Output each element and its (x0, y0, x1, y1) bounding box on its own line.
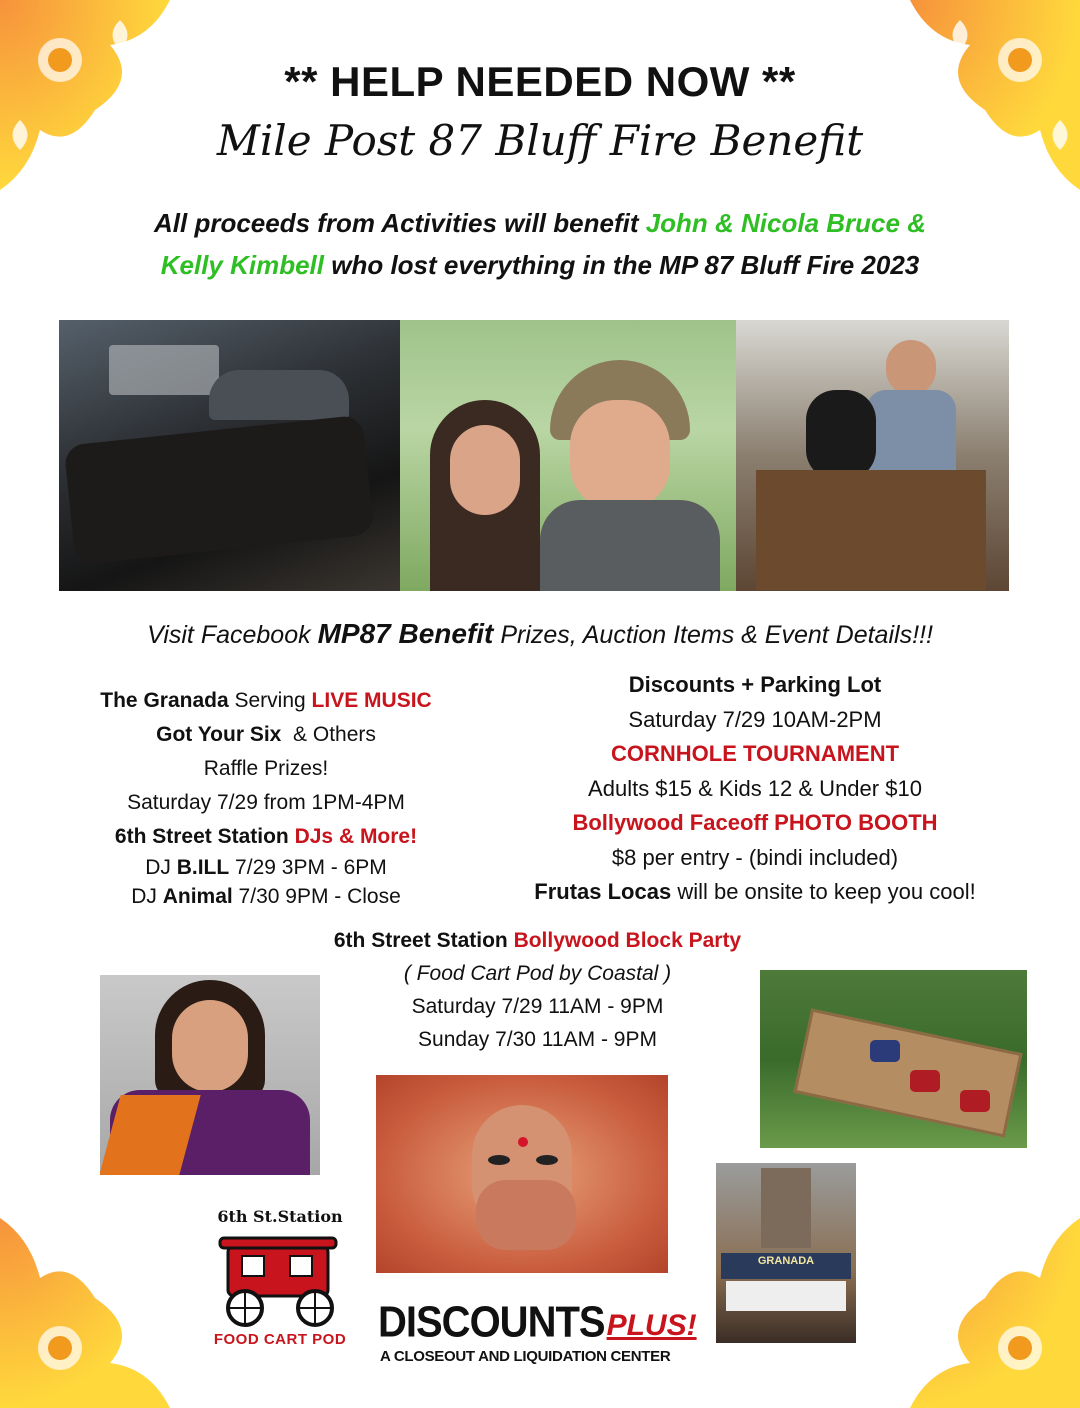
facebook-text-pre: Visit Facebook (147, 621, 318, 649)
left-column (60, 684, 472, 912)
cornhole-price: Adults $15 & Kids 12 & Under $10 (588, 775, 922, 801)
granada-time: Saturday 7/29 from 1PM-4PM (127, 791, 405, 814)
discounts-logo-plus: PLUS! (606, 1309, 697, 1342)
live-music-label: LIVE MUSIC (311, 689, 432, 712)
discounts-plus-logo (378, 1297, 698, 1347)
stagecoach-icon (210, 1228, 350, 1328)
facebook-line (0, 618, 1080, 650)
facebook-text-post: Prizes, Auction Items & Event Details!!! (493, 621, 933, 649)
band-name: Got Your Six (156, 723, 282, 746)
others-text: & Others (281, 723, 376, 746)
station-logo-subtitle: FOOD CART POD (213, 1331, 347, 1348)
couple-photo (400, 320, 736, 591)
intro-line-1 (0, 208, 1080, 239)
raffle-line: Raffle Prizes! (203, 757, 329, 780)
dj1-name: B.ILL (176, 856, 230, 879)
block-party-pod: ( Food Cart Pod by Coastal ) (403, 962, 672, 985)
discounts-line: Discounts + Parking Lot (628, 672, 882, 697)
fire-damage-photo (59, 320, 400, 591)
page-subtitle: Mile Post 87 Bluff Fire Benefit (216, 116, 864, 165)
page-title: ** HELP NEEDED NOW ** (284, 58, 796, 105)
station-name: 6th Street Station (114, 825, 289, 848)
discounts-logo-tagline: A CLOSEOUT AND LIQUIDATION CENTER (380, 1348, 671, 1365)
beneficiary-names-2: Kelly Kimbell (160, 250, 325, 280)
djs-more-label: DJs & More! (288, 825, 418, 848)
granada-theater-photo (716, 1163, 856, 1343)
ornament-bottom-left (0, 1198, 210, 1408)
intro-line-2 (0, 250, 1080, 281)
block-party-section (280, 924, 795, 1056)
photo-booth-label: Bollywood Faceoff PHOTO BOOTH (572, 810, 938, 835)
facebook-page-name: MP87 Benefit (317, 618, 494, 649)
frutas-text: will be onsite to keep you cool! (671, 879, 976, 904)
intro-text-post: who lost everything in the MP 87 Bluff Fire 2023 (324, 250, 920, 280)
cornhole-photo (760, 970, 1027, 1148)
discounts-time: Saturday 7/29 10AM-2PM (628, 706, 882, 732)
block-party-name: Bollywood Block Party (507, 929, 742, 952)
dj1-line (60, 854, 472, 882)
discounts-logo-text: DISCOUNTS (378, 1297, 605, 1347)
granada-sign: GRANADA (757, 1255, 815, 1267)
ornament-bottom-right (870, 1198, 1080, 1408)
station-line (60, 820, 472, 854)
dj2-name: Animal (162, 885, 233, 908)
intro-text: All proceeds from Activities will benefit (154, 208, 646, 238)
block-party-sunday: Sunday 7/30 11AM - 9PM (418, 1028, 657, 1051)
frutas-name: Frutas Locas (534, 879, 672, 904)
right-column (500, 668, 1010, 910)
block-party-station: 6th Street Station (333, 929, 508, 952)
man-with-dog-photo (736, 320, 1009, 591)
frutas-line (500, 875, 1010, 910)
photo-booth-price: $8 per entry - (bindi included) (611, 844, 899, 870)
beneficiary-names-1: John & Nicola Bruce & (645, 208, 926, 238)
station-logo-title: 6th St.Station (217, 1207, 343, 1226)
granada-line (60, 684, 472, 718)
dj1-prefix: DJ (145, 856, 177, 879)
block-party-saturday: Saturday 7/29 11AM - 9PM (411, 995, 664, 1018)
band-line (60, 718, 472, 752)
granada-name: The Granada (100, 689, 229, 712)
block-party-title (280, 924, 795, 957)
dj1-time: 7/29 3PM - 6PM (229, 856, 387, 879)
dj2-time: 7/30 9PM - Close (232, 885, 401, 908)
dj2-prefix: DJ (131, 885, 163, 908)
serving-text: Serving (228, 689, 312, 712)
cornhole-label: CORNHOLE TOURNAMENT (610, 741, 900, 766)
dancer-photo (376, 1075, 668, 1273)
bollywood-woman-photo (100, 975, 320, 1175)
dj2-line (60, 882, 472, 912)
